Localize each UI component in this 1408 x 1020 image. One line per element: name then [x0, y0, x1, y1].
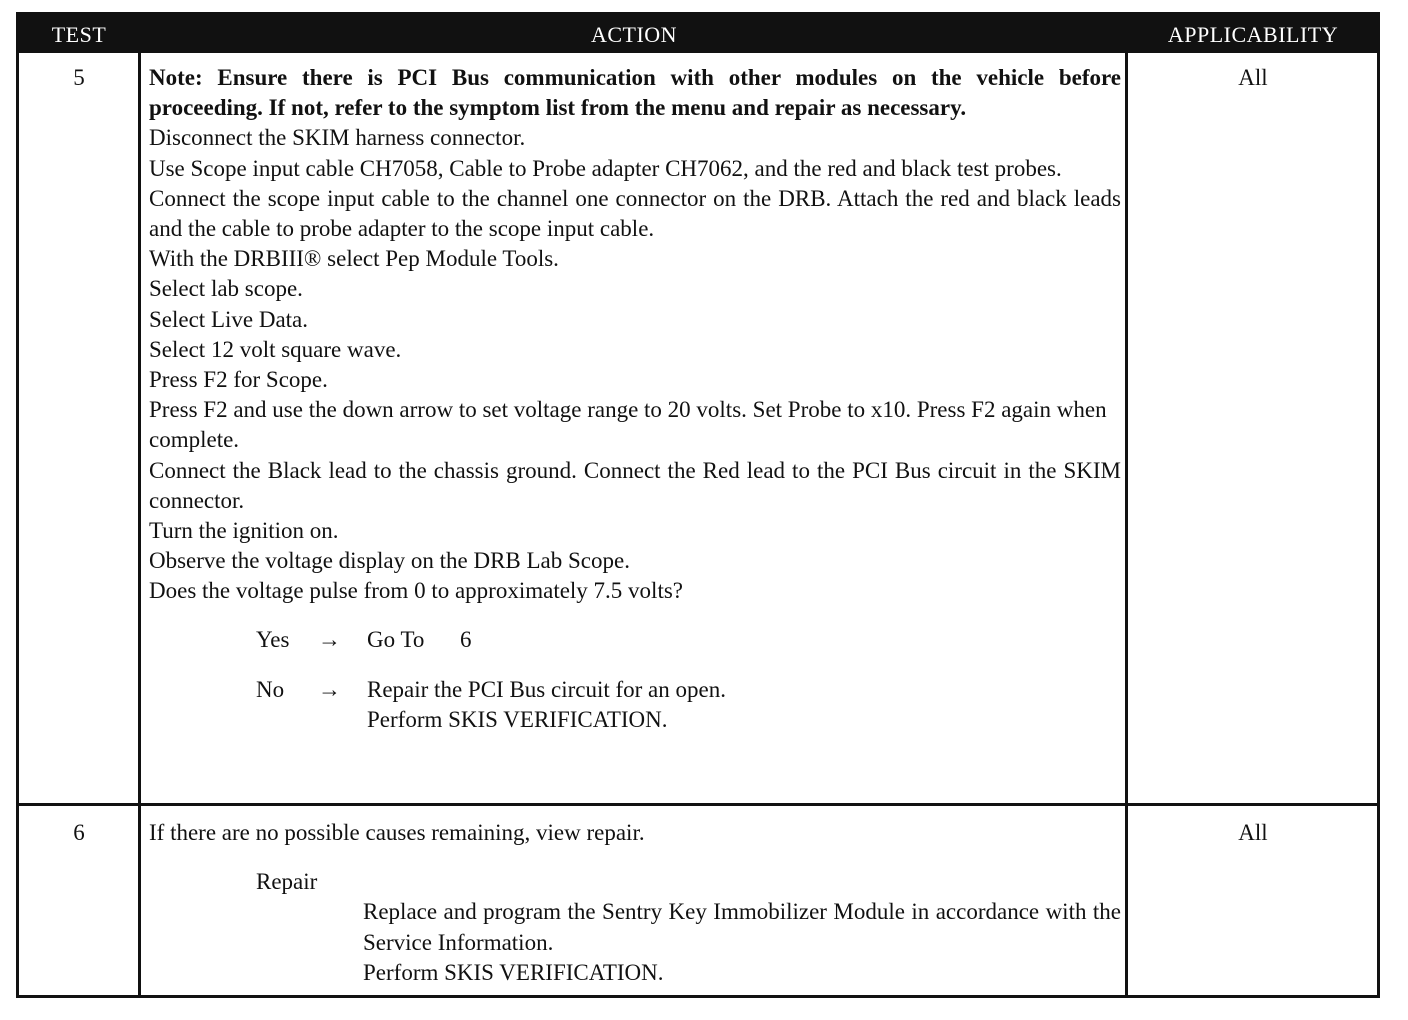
right-arrow-icon: →	[318, 676, 341, 702]
note-text: Note: Ensure there is PCI Bus communication with other modules on the vehicle before proceeding. If not, refer to the symptom list from the menu and repair as necessary.	[149, 65, 1121, 121]
header-test: TEST	[51, 22, 107, 47]
test-number-5: 5	[73, 65, 85, 90]
repair-text: Perform SKIS VERIFICATION.	[363, 959, 664, 985]
column-divider	[1125, 53, 1128, 995]
step-text: Use Scope input cable CH7058, Cable to Probe adapter CH7062, and the red and black test probes.	[149, 155, 1062, 181]
applicability-5: All	[1238, 65, 1268, 90]
diagnostic-table	[16, 12, 1380, 998]
step-text: Observe the voltage display on the DRB Lab Scope.	[149, 548, 630, 574]
step-text: Press F2 for Scope.	[149, 367, 328, 393]
yes-label: Yes	[256, 626, 290, 652]
table-header	[19, 15, 1377, 53]
step-text: Press F2 and use the down arrow to set voltage range to 20 volts. Set Probe to x10. Press F2 again when complete.	[149, 397, 1107, 453]
header-applicability: APPLICABILITY	[1167, 22, 1339, 47]
no-label: No	[256, 676, 285, 702]
goto-text: Go To	[367, 626, 425, 652]
goto-target: 6	[460, 626, 472, 652]
step-text: Does the voltage pulse from 0 to approximately 7.5 volts?	[149, 578, 683, 604]
step-text: With the DRBIII® select Pep Module Tools.	[149, 246, 559, 272]
step-text: Select lab scope.	[149, 276, 303, 302]
column-divider	[138, 53, 141, 995]
applicability-6: All	[1238, 820, 1268, 845]
right-arrow-icon: →	[318, 626, 341, 652]
no-action-line: Perform SKIS VERIFICATION.	[367, 706, 668, 732]
no-action-line: Repair the PCI Bus circuit for an open.	[367, 676, 726, 702]
repair-label: Repair	[256, 869, 318, 895]
yes-response	[256, 625, 1121, 655]
row-divider	[19, 803, 1377, 806]
action-cell-6	[149, 818, 1121, 988]
test-number-6: 6	[73, 820, 85, 845]
repair-text: Replace and program the Sentry Key Immobilizer Module in accordance with the Service Information.	[363, 899, 1121, 955]
action-cell-5	[149, 63, 1121, 735]
step-text: Select Live Data.	[149, 306, 309, 332]
header-action: ACTION	[590, 22, 678, 47]
no-response	[256, 675, 1121, 735]
step-text: Connect the Black lead to the chassis ground. Connect the Red lead to the PCI Bus circuit in the SKIM connector.	[149, 457, 1121, 513]
step-text: Disconnect the SKIM harness connector.	[149, 125, 526, 151]
intro-text: If there are no possible causes remaining, view repair.	[149, 820, 645, 845]
step-text: Connect the scope input cable to the channel one connector on the DRB. Attach the red and black leads and the cable to probe adapter to the scope input cable.	[149, 185, 1121, 242]
step-text: Select 12 volt square wave.	[149, 336, 402, 362]
step-text: Turn the ignition on.	[149, 518, 339, 544]
